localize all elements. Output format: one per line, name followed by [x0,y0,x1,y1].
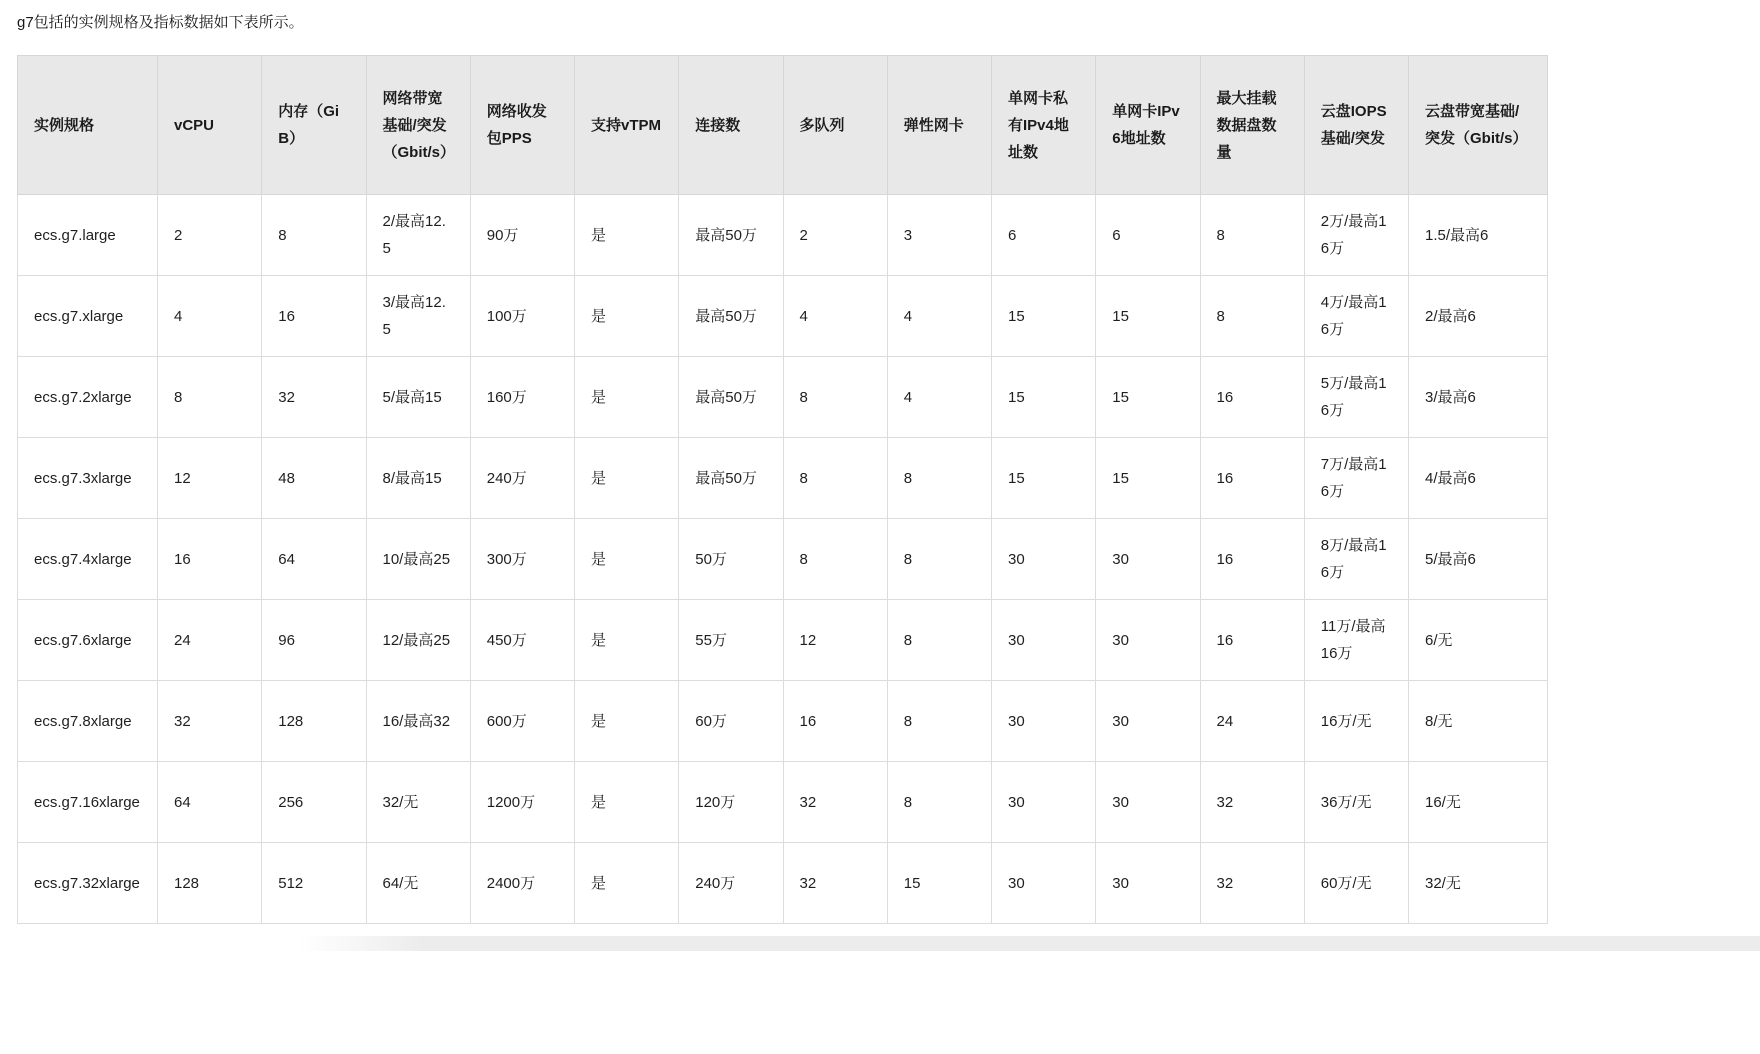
table-cell: 8万/最高16万 [1304,519,1408,600]
instance-spec-cell: ecs.g7.large [18,195,158,276]
table-cell: 是 [575,438,679,519]
table-cell: 16 [1200,357,1304,438]
column-header: 网络带宽基础/突发（Gbit/s） [366,56,470,195]
table-row [18,276,1548,357]
table-cell: 16 [1200,438,1304,519]
table-cell: 15 [1096,276,1200,357]
table-cell: 8 [262,195,366,276]
table-cell: 8 [887,762,991,843]
table-row [18,357,1548,438]
table-cell: 64/无 [366,843,470,924]
table-cell: 24 [1200,681,1304,762]
table-cell: 5/最高6 [1409,519,1548,600]
table-cell: 5万/最高16万 [1304,357,1408,438]
table-cell: 1.5/最高6 [1409,195,1548,276]
table-cell: 2/最高6 [1409,276,1548,357]
table-cell: 120万 [679,762,783,843]
table-cell: 是 [575,357,679,438]
table-cell: 50万 [679,519,783,600]
table-cell: 8 [887,519,991,600]
table-cell: 240万 [679,843,783,924]
header-row [18,56,1548,195]
table-cell: 8/无 [1409,681,1548,762]
table-cell: 8 [783,438,887,519]
table-cell: 最高50万 [679,195,783,276]
column-header: 实例规格 [18,56,158,195]
table-cell: 128 [158,843,262,924]
table-cell: 90万 [470,195,574,276]
instance-spec-cell: ecs.g7.16xlarge [18,762,158,843]
table-cell: 600万 [470,681,574,762]
table-cell: 最高50万 [679,438,783,519]
table-cell: 16/最高32 [366,681,470,762]
table-cell: 30 [992,681,1096,762]
table-cell: 32/无 [1409,843,1548,924]
table-cell: 5/最高15 [366,357,470,438]
column-header: 网络收发包PPS [470,56,574,195]
table-cell: 30 [1096,681,1200,762]
table-cell: 60万 [679,681,783,762]
table-cell: 55万 [679,600,783,681]
table-cell: 8 [887,600,991,681]
table-cell: 32 [1200,843,1304,924]
table-cell: 6 [992,195,1096,276]
table-cell: 64 [158,762,262,843]
table-row [18,195,1548,276]
table-cell: 8/最高15 [366,438,470,519]
table-cell: 36万/无 [1304,762,1408,843]
instance-spec-cell: ecs.g7.2xlarge [18,357,158,438]
table-cell: 48 [262,438,366,519]
column-header: 连接数 [679,56,783,195]
table-cell: 128 [262,681,366,762]
column-header: 单网卡私有IPv4地址数 [992,56,1096,195]
table-cell: 8 [1200,276,1304,357]
table-cell: 32 [783,843,887,924]
table-cell: 32 [1200,762,1304,843]
table-cell: 4 [887,276,991,357]
table-cell: 300万 [470,519,574,600]
table-cell: 7万/最高16万 [1304,438,1408,519]
table-row [18,762,1548,843]
table-cell: 6/无 [1409,600,1548,681]
table-cell: 11万/最高16万 [1304,600,1408,681]
table-cell: 8 [1200,195,1304,276]
table-cell: 30 [1096,600,1200,681]
table-cell: 15 [992,438,1096,519]
table-cell: 6 [1096,195,1200,276]
table-cell: 30 [992,762,1096,843]
table-head [18,56,1548,195]
table-cell: 160万 [470,357,574,438]
table-cell: 15 [992,276,1096,357]
column-header: 最大挂载数据盘数量 [1200,56,1304,195]
table-cell: 15 [1096,438,1200,519]
instance-spec-cell: ecs.g7.32xlarge [18,843,158,924]
table-cell: 8 [783,357,887,438]
table-cell: 1200万 [470,762,574,843]
table-cell: 4万/最高16万 [1304,276,1408,357]
table-cell: 12/最高25 [366,600,470,681]
table-cell: 是 [575,762,679,843]
table-cell: 3 [887,195,991,276]
table-cell: 3/最高6 [1409,357,1548,438]
column-header: 多队列 [783,56,887,195]
table-cell: 16 [158,519,262,600]
table-cell: 15 [992,357,1096,438]
table-cell: 4 [158,276,262,357]
table-cell: 15 [1096,357,1200,438]
table-cell: 2400万 [470,843,574,924]
table-cell: 32 [158,681,262,762]
table-cell: 100万 [470,276,574,357]
table-cell: 3/最高12.5 [366,276,470,357]
table-cell: 10/最高25 [366,519,470,600]
table-cell: 30 [1096,519,1200,600]
table-cell: 12 [158,438,262,519]
column-header: 内存（GiB） [262,56,366,195]
table-row [18,681,1548,762]
instance-spec-cell: ecs.g7.4xlarge [18,519,158,600]
table-cell: 4/最高6 [1409,438,1548,519]
table-cell: 最高50万 [679,276,783,357]
table-body [18,195,1548,924]
table-row [18,519,1548,600]
column-header: 弹性网卡 [887,56,991,195]
table-cell: 是 [575,276,679,357]
table-cell: 8 [783,519,887,600]
table-row [18,843,1548,924]
table-cell: 32/无 [366,762,470,843]
table-cell: 16万/无 [1304,681,1408,762]
column-header: 支持vTPM [575,56,679,195]
table-cell: 12 [783,600,887,681]
column-header: vCPU [158,56,262,195]
table-cell: 16 [1200,519,1304,600]
table-cell: 60万/无 [1304,843,1408,924]
table-cell: 2 [158,195,262,276]
table-cell: 4 [783,276,887,357]
table-cell: 8 [887,438,991,519]
table-cell: 32 [262,357,366,438]
instance-spec-cell: ecs.g7.8xlarge [18,681,158,762]
horizontal-scrollbar[interactable] [0,936,1760,951]
table-cell: 96 [262,600,366,681]
instance-spec-cell: ecs.g7.6xlarge [18,600,158,681]
instance-spec-cell: ecs.g7.xlarge [18,276,158,357]
table-cell: 4 [887,357,991,438]
table-cell: 64 [262,519,366,600]
table-cell: 30 [1096,762,1200,843]
table-cell: 是 [575,195,679,276]
table-cell: 30 [992,600,1096,681]
instance-spec-cell: ecs.g7.3xlarge [18,438,158,519]
instance-spec-table [17,55,1548,924]
table-cell: 16/无 [1409,762,1548,843]
table-cell: 30 [992,519,1096,600]
table-cell: 24 [158,600,262,681]
column-header: 云盘IOPS基础/突发 [1304,56,1408,195]
table-row [18,600,1548,681]
table-cell: 32 [783,762,887,843]
table-row [18,438,1548,519]
table-cell: 240万 [470,438,574,519]
table-cell: 256 [262,762,366,843]
intro-text: g7包括的实例规格及指标数据如下表所示。 [17,14,304,31]
table-cell: 16 [783,681,887,762]
table-cell: 15 [887,843,991,924]
table-cell: 2万/最高16万 [1304,195,1408,276]
table-cell: 2 [783,195,887,276]
table-cell: 8 [158,357,262,438]
table-cell: 450万 [470,600,574,681]
table-cell: 16 [1200,600,1304,681]
table-cell: 8 [887,681,991,762]
column-header: 云盘带宽基础/突发（Gbit/s） [1409,56,1548,195]
table-cell: 2/最高12.5 [366,195,470,276]
table-cell: 512 [262,843,366,924]
table-cell: 是 [575,519,679,600]
table-cell: 最高50万 [679,357,783,438]
table-cell: 30 [1096,843,1200,924]
table-cell: 是 [575,600,679,681]
column-header: 单网卡IPv6地址数 [1096,56,1200,195]
table-cell: 是 [575,681,679,762]
table-cell: 16 [262,276,366,357]
table-cell: 是 [575,843,679,924]
table-cell: 30 [992,843,1096,924]
